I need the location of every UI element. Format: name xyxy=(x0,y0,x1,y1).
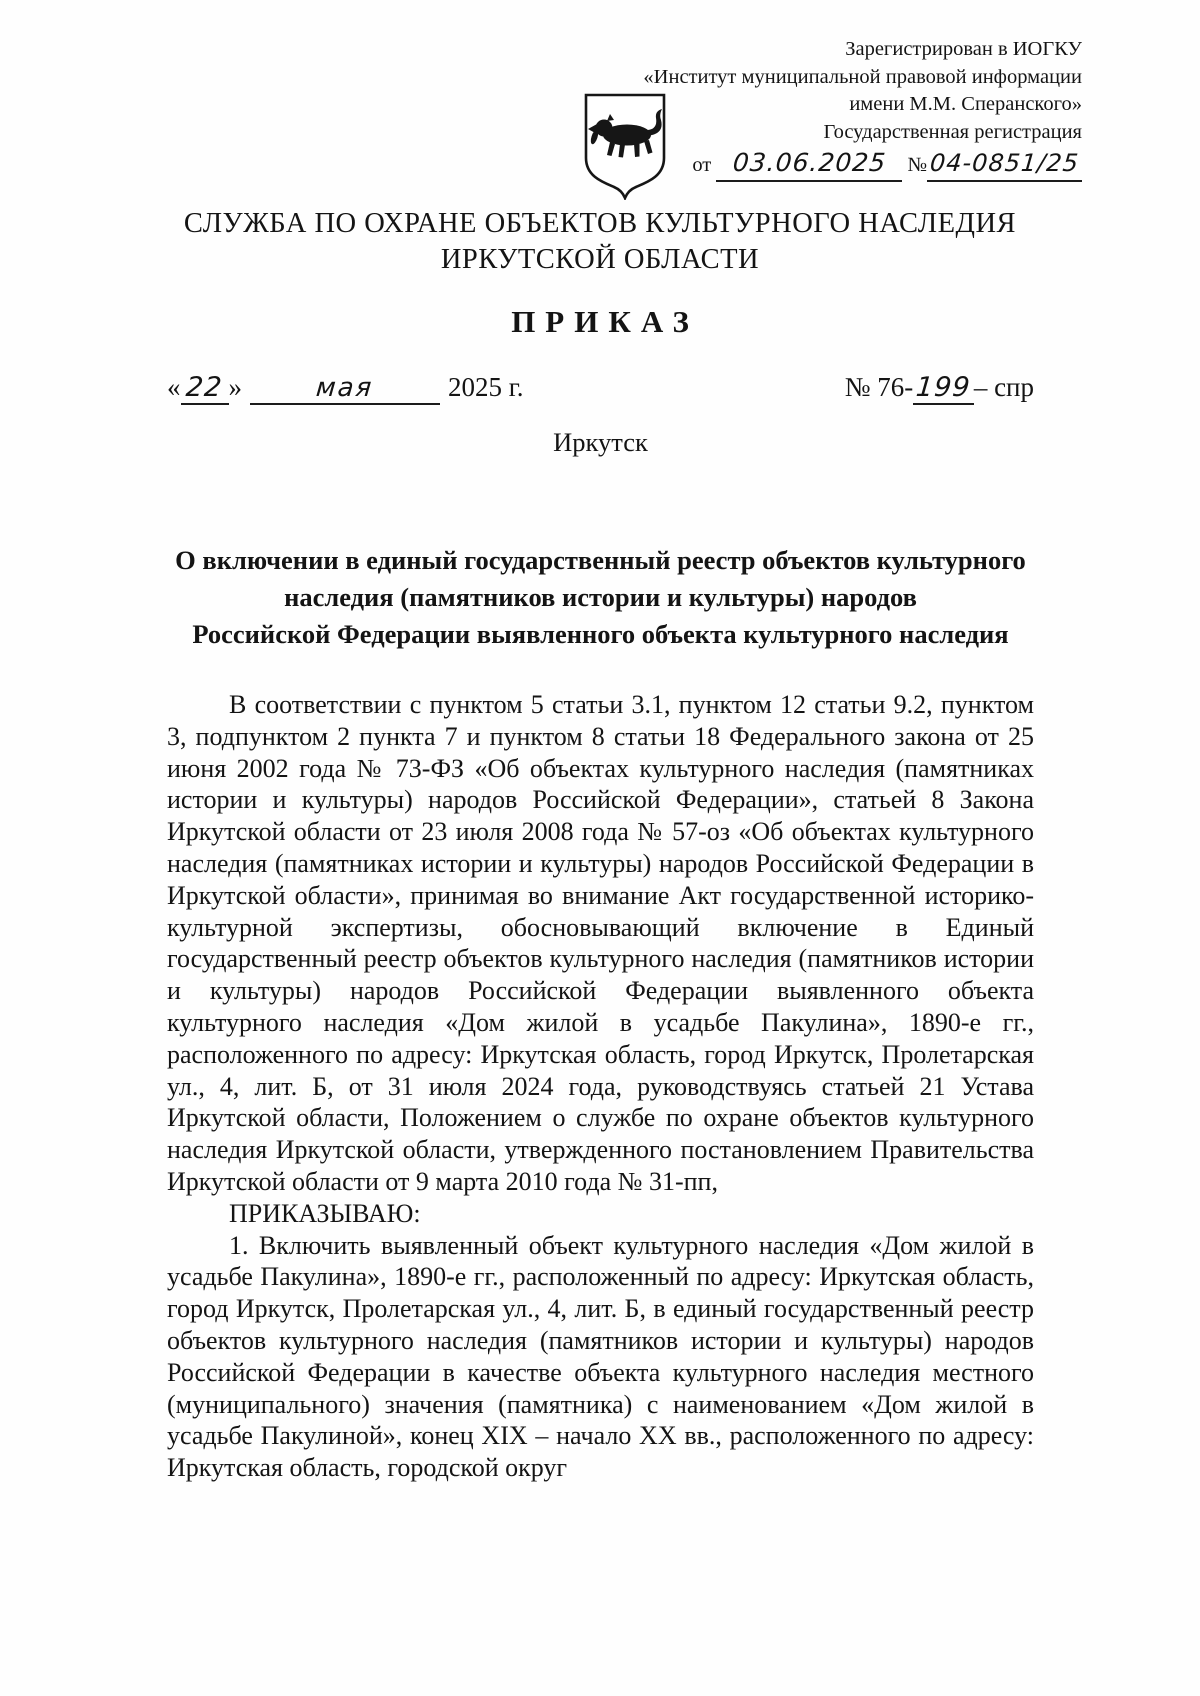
order-subject-line-1: О включении в единый государственный реестр объектов культурного xyxy=(175,545,1026,575)
registration-date-handwritten: 03.06.2025 xyxy=(731,148,888,177)
order-subject-heading xyxy=(167,542,1034,653)
city-name: Иркутск xyxy=(553,427,648,457)
organization-name xyxy=(0,206,1200,278)
decree-word: ПРИКАЗЫВАЮ: xyxy=(229,1198,421,1228)
registration-date-underline xyxy=(716,150,902,182)
order-number-handwritten: 199 xyxy=(914,372,973,403)
registration-line-2: «Институт муниципальной правовой информации xyxy=(643,65,1082,88)
registration-line-1: Зарегистрирован в ИОГКУ xyxy=(845,38,1082,60)
order-date xyxy=(167,372,524,405)
order-day-underline xyxy=(181,372,229,405)
order-number-prefix: № 76- xyxy=(844,372,914,402)
date-and-number-row xyxy=(167,372,1034,405)
order-year: 2025 г. xyxy=(448,372,524,402)
order-day-handwritten: 22 xyxy=(185,372,225,403)
order-number xyxy=(845,372,1034,405)
registration-line-3: имени М.М. Сперанского» xyxy=(849,93,1082,115)
registration-line-4: Государственная регистрация xyxy=(823,120,1082,143)
registration-number-handwritten: 04-0851/25 xyxy=(928,149,1081,177)
order-number-underline xyxy=(913,372,974,405)
order-month-handwritten: мая xyxy=(315,373,375,403)
registration-from-label: от xyxy=(692,154,712,176)
organization-name-line-1: СЛУЖБА ПО ОХРАНЕ ОБЪЕКТОВ КУЛЬТУРНОГО НАСЛЕДИЯ xyxy=(183,208,1017,239)
registration-stamp xyxy=(643,36,1082,182)
registration-number-underline xyxy=(927,151,1082,182)
irkutsk-oblast-coat-of-arms-icon xyxy=(582,92,668,202)
document-header xyxy=(0,0,1200,206)
organization-name-line-2: ИРКУТСКОЙ ОБЛАСТИ xyxy=(440,244,760,275)
document-type-title: ПРИКАЗ xyxy=(511,304,699,339)
item-1-paragraph: 1. Включить выявленный объект культурного наследия «Дом жилой в усадьбе Пакулина», 1890-е гг., расположенный по адресу: Иркутская область, город Иркутск, Пролетарская ул., 4, лит. Б, в единый государственный реестр объектов культурного наследия (памятников истории и культуры) народов Российской Федерации в качестве объекта культурного наследия местного (муниципального) значения (памятника) с наименованием «Дом жилой в усадьбе Пакулиной», конец XIX – начало XX вв., расположенного по адресу: Иркутская область, городской округ xyxy=(167,1230,1034,1483)
order-number-suffix: – спр xyxy=(973,372,1034,402)
order-month-underline xyxy=(250,372,440,405)
registration-number-sign: № xyxy=(907,154,928,176)
order-subject-line-2: наследия (памятников истории и культуры) народов xyxy=(284,582,917,612)
registration-date-number-line xyxy=(643,150,1082,182)
date-open-quote: « xyxy=(167,372,181,402)
date-close-quote: » xyxy=(228,372,242,402)
preamble-paragraph: В соответствии с пунктом 5 статьи 3.1, пунктом 12 статьи 9.2, пунктом 3, подпунктом 2 пункта 7 и пунктом 8 статьи 18 Федерального закона от 25 июня 2002 года № 73-ФЗ «Об объектах культурного наследия (памятниках истории и культуры) народов Российской Федерации», статьей 8 Закона Иркутской области от 23 июля 2008 года № 57-оз «Об объектах культурного наследия (памятниках истории и культуры) народов Российской Федерации в Иркутской области», принимая во внимание Акт государственной историко-культурной экспертизы, обосновывающий включение в Единый государственный реестр объектов культурного наследия (памятников истории и культуры) народов Российской Федерации выявленного объекта культурного наследия «Дом жилой в усадьбе Пакулина», 1890-е гг., расположенного по адресу: Иркутская область, город Иркутск, Пролетарская ул., 4, лит. Б, от 31 июля 2024 года, руководствуясь статьей 21 Устава Иркутской области, Положением о службе по охране объектов культурного наследия Иркутской области, утвержденного постановлением Правительства Иркутской области от 9 марта 2010 года № 31-пп, xyxy=(167,690,1034,1196)
order-subject-line-3: Российской Федерации выявленного объекта культурного наследия xyxy=(192,619,1009,649)
document-body-column xyxy=(0,372,1200,1484)
